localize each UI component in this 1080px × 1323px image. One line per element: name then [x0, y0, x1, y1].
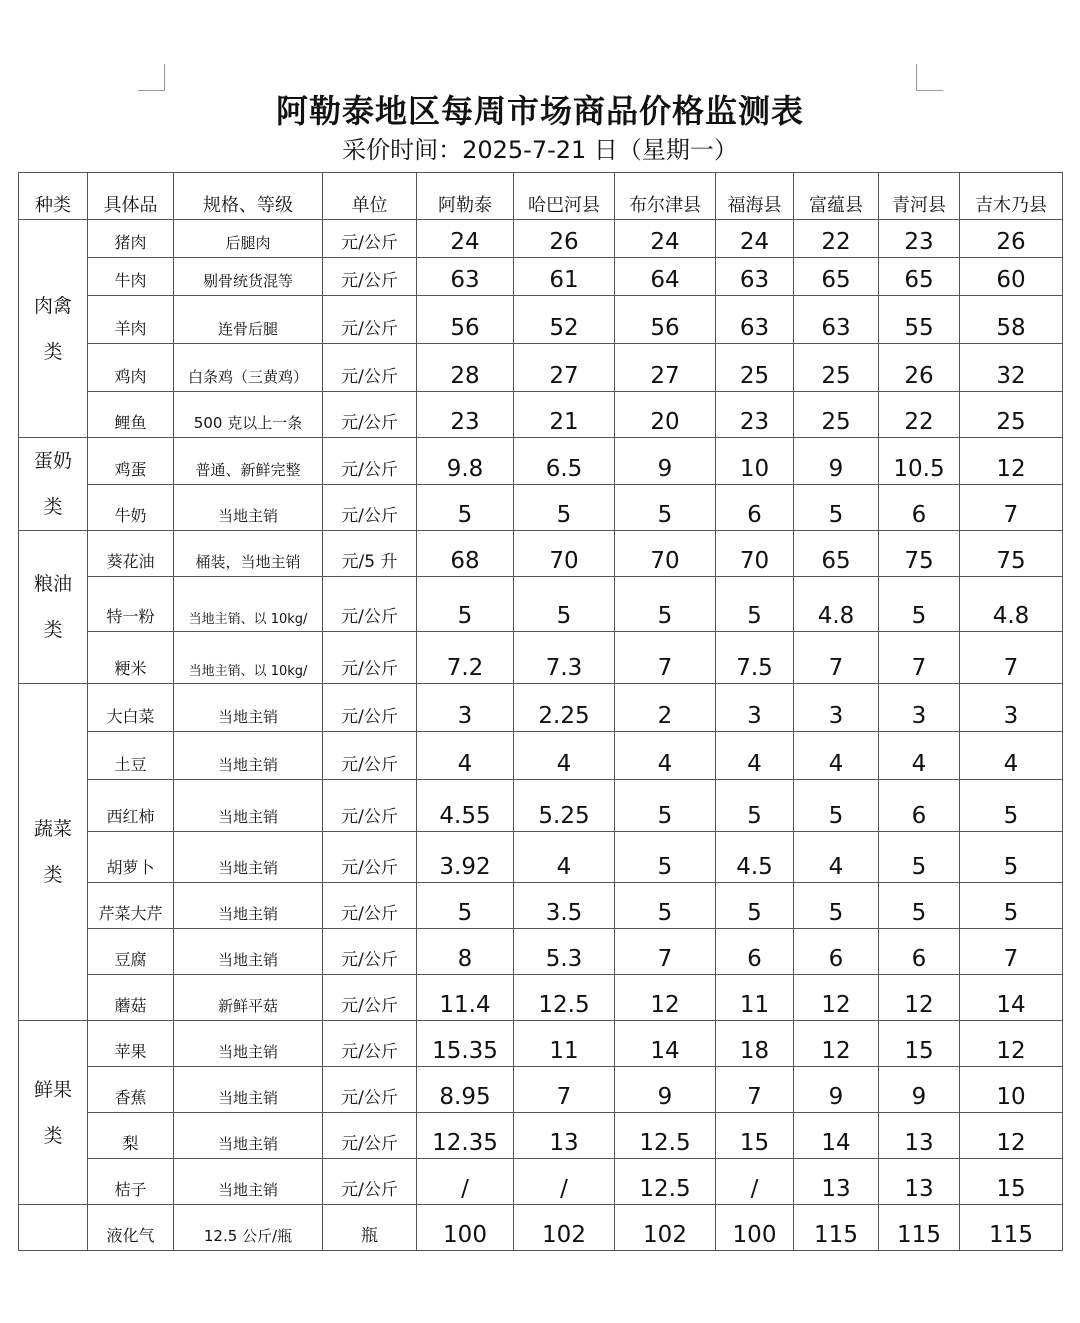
price-cell: 5.25 — [514, 780, 615, 832]
unit-cell: 元/公斤 — [323, 732, 417, 780]
table-row — [19, 531, 1063, 577]
unit-cell: 元/公斤 — [323, 632, 417, 684]
item-name-cell: 特一粉 — [88, 577, 174, 632]
price-cell: 5 — [960, 883, 1063, 929]
price-cell: 75 — [879, 531, 960, 577]
unit-cell: 元/公斤 — [323, 438, 417, 485]
item-name-cell: 豆腐 — [88, 929, 174, 975]
price-cell: 13 — [879, 1113, 960, 1159]
spec-cell: 500 克以上一条 — [174, 392, 323, 438]
price-cell: 12 — [615, 975, 716, 1021]
spec-cell: 当地主销 — [174, 832, 323, 883]
item-name-cell: 葵花油 — [88, 531, 174, 577]
unit-cell: 元/公斤 — [323, 296, 417, 344]
price-cell: 4 — [794, 832, 879, 883]
price-cell: 10 — [716, 438, 794, 485]
price-cell: 5 — [417, 484, 514, 531]
price-cell: 58 — [960, 296, 1063, 344]
unit-cell: 元/公斤 — [323, 975, 417, 1021]
column-header: 哈巴河县 — [514, 173, 615, 220]
price-cell: 4.8 — [794, 577, 879, 632]
category-cell: 鲜果 类 — [19, 1021, 88, 1205]
price-cell: 6 — [794, 929, 879, 975]
price-cell: 52 — [514, 296, 615, 344]
table-row — [19, 220, 1063, 258]
table-row — [19, 684, 1063, 732]
price-cell: 12 — [960, 1113, 1063, 1159]
column-header: 富蕴县 — [794, 173, 879, 220]
price-cell: 60 — [960, 258, 1063, 296]
item-name-cell: 西红柿 — [88, 780, 174, 832]
item-name-cell: 蘑菇 — [88, 975, 174, 1021]
price-cell: 27 — [514, 344, 615, 392]
price-cell: 64 — [615, 258, 716, 296]
spec-cell: 白条鸡（三黄鸡） — [174, 344, 323, 392]
category-cell: 粮油 类 — [19, 531, 88, 684]
spec-cell: 当地主销 — [174, 1159, 323, 1205]
price-cell: 8 — [417, 929, 514, 975]
price-cell: 115 — [879, 1205, 960, 1251]
unit-cell: 元/公斤 — [323, 220, 417, 258]
price-cell: 102 — [514, 1205, 615, 1251]
item-name-cell: 苹果 — [88, 1021, 174, 1067]
unit-cell: 元/公斤 — [323, 344, 417, 392]
price-cell: 13 — [879, 1159, 960, 1205]
price-cell: 7.5 — [716, 632, 794, 684]
price-cell: 63 — [716, 296, 794, 344]
price-cell: 5 — [716, 577, 794, 632]
column-header: 种类 — [19, 173, 88, 220]
price-cell: 23 — [417, 392, 514, 438]
column-header: 青河县 — [879, 173, 960, 220]
table-row — [19, 1021, 1063, 1067]
price-cell: 6 — [716, 929, 794, 975]
spec-cell: 当地主销、以 10kg/ — [174, 577, 323, 632]
unit-cell: 元/公斤 — [323, 392, 417, 438]
price-cell: 23 — [879, 220, 960, 258]
price-cell: 24 — [615, 220, 716, 258]
page-title: 阿勒泰地区每周市场商品价格监测表 — [275, 92, 804, 130]
price-cell: 5 — [879, 883, 960, 929]
price-cell: 65 — [879, 258, 960, 296]
price-cell: 11 — [716, 975, 794, 1021]
spec-cell: 当地主销 — [174, 1067, 323, 1113]
item-name-cell: 粳米 — [88, 632, 174, 684]
price-cell: 65 — [794, 258, 879, 296]
price-cell: 9 — [615, 1067, 716, 1113]
price-cell: 10 — [960, 1067, 1063, 1113]
spec-cell: 当地主销 — [174, 883, 323, 929]
price-cell: 7 — [615, 632, 716, 684]
price-cell: 6 — [879, 780, 960, 832]
column-header: 阿勒泰 — [417, 173, 514, 220]
price-cell: 9.8 — [417, 438, 514, 485]
price-cell: 4.8 — [960, 577, 1063, 632]
price-cell: 63 — [417, 258, 514, 296]
unit-cell: 元/公斤 — [323, 258, 417, 296]
price-cell: 3 — [879, 684, 960, 732]
table-row — [19, 1159, 1063, 1205]
price-cell: 5 — [716, 780, 794, 832]
table-row — [19, 344, 1063, 392]
spec-cell: 普通、新鲜完整 — [174, 438, 323, 485]
unit-cell: 元/公斤 — [323, 832, 417, 883]
item-name-cell: 大白菜 — [88, 684, 174, 732]
price-cell: 15 — [716, 1113, 794, 1159]
price-cell: 4 — [514, 832, 615, 883]
unit-cell: 元/公斤 — [323, 1067, 417, 1113]
price-cell: 65 — [794, 531, 879, 577]
table-row — [19, 296, 1063, 344]
price-cell: 5 — [794, 883, 879, 929]
price-cell: 22 — [879, 392, 960, 438]
spec-cell: 当地主销 — [174, 684, 323, 732]
price-cell: 3 — [417, 684, 514, 732]
price-cell: 70 — [514, 531, 615, 577]
column-header: 布尔津县 — [615, 173, 716, 220]
price-cell: 5 — [794, 484, 879, 531]
price-cell: 27 — [615, 344, 716, 392]
price-cell: 5 — [794, 780, 879, 832]
spec-cell: 当地主销 — [174, 732, 323, 780]
price-cell: 15 — [960, 1159, 1063, 1205]
price-cell: 100 — [417, 1205, 514, 1251]
price-cell: 63 — [716, 258, 794, 296]
price-cell: 7 — [615, 929, 716, 975]
price-cell: 5 — [615, 484, 716, 531]
item-name-cell: 羊肉 — [88, 296, 174, 344]
table-row — [19, 975, 1063, 1021]
table-row — [19, 632, 1063, 684]
price-cell: 4 — [417, 732, 514, 780]
price-cell: 6 — [879, 929, 960, 975]
spec-cell: 剔骨统货混等 — [174, 258, 323, 296]
table-header-row — [19, 173, 1063, 220]
price-cell: 12.5 — [615, 1159, 716, 1205]
price-cell: 5 — [417, 883, 514, 929]
price-cell: 12 — [794, 975, 879, 1021]
column-header: 单位 — [323, 173, 417, 220]
price-cell: 2.25 — [514, 684, 615, 732]
item-name-cell: 鸡蛋 — [88, 438, 174, 485]
spec-cell: 新鲜平菇 — [174, 975, 323, 1021]
price-cell: 7 — [879, 632, 960, 684]
table-row — [19, 1113, 1063, 1159]
price-cell: 25 — [960, 392, 1063, 438]
table-body — [19, 220, 1063, 1251]
price-cell: 15.35 — [417, 1021, 514, 1067]
item-name-cell: 香蕉 — [88, 1067, 174, 1113]
price-cell: 14 — [615, 1021, 716, 1067]
column-header: 吉木乃县 — [960, 173, 1063, 220]
price-cell: 5 — [879, 832, 960, 883]
unit-cell: 元/公斤 — [323, 1113, 417, 1159]
unit-cell: 元/5 升 — [323, 531, 417, 577]
price-cell: 9 — [794, 1067, 879, 1113]
price-cell: 5 — [960, 780, 1063, 832]
price-cell: 115 — [794, 1205, 879, 1251]
category-cell: 肉禽 类 — [19, 220, 88, 438]
unit-cell: 元/公斤 — [323, 484, 417, 531]
price-cell: 23 — [716, 392, 794, 438]
price-cell: 7 — [960, 929, 1063, 975]
category-cell: 蛋奶 类 — [19, 438, 88, 531]
price-cell: 5 — [615, 883, 716, 929]
price-cell: 5 — [615, 780, 716, 832]
column-header: 福海县 — [716, 173, 794, 220]
item-name-cell: 猪肉 — [88, 220, 174, 258]
price-cell: 4 — [879, 732, 960, 780]
item-name-cell: 牛肉 — [88, 258, 174, 296]
spec-cell: 当地主销 — [174, 1021, 323, 1067]
price-cell: 63 — [794, 296, 879, 344]
category-cell: 蔬菜 类 — [19, 684, 88, 1021]
price-cell: 7 — [716, 1067, 794, 1113]
price-cell: 5 — [514, 484, 615, 531]
price-cell: 12.5 — [514, 975, 615, 1021]
price-cell: 3 — [960, 684, 1063, 732]
spec-cell: 当地主销 — [174, 484, 323, 531]
price-cell: 7.3 — [514, 632, 615, 684]
item-name-cell: 牛奶 — [88, 484, 174, 531]
table-row — [19, 577, 1063, 632]
spec-cell: 后腿肉 — [174, 220, 323, 258]
price-cell: 12 — [960, 438, 1063, 485]
table-row — [19, 883, 1063, 929]
price-cell: 56 — [417, 296, 514, 344]
item-name-cell: 胡萝卜 — [88, 832, 174, 883]
price-cell: 6 — [879, 484, 960, 531]
unit-cell: 元/公斤 — [323, 577, 417, 632]
item-name-cell: 桔子 — [88, 1159, 174, 1205]
price-cell: 5 — [615, 577, 716, 632]
price-cell: 13 — [514, 1113, 615, 1159]
unit-cell: 元/公斤 — [323, 684, 417, 732]
price-cell: 70 — [615, 531, 716, 577]
price-cell: 14 — [960, 975, 1063, 1021]
table-row — [19, 1067, 1063, 1113]
price-cell: 5.3 — [514, 929, 615, 975]
unit-cell: 瓶 — [323, 1205, 417, 1251]
price-cell: / — [716, 1159, 794, 1205]
price-cell: 61 — [514, 258, 615, 296]
price-cell: 8.95 — [417, 1067, 514, 1113]
price-cell: 7 — [514, 1067, 615, 1113]
table-row — [19, 438, 1063, 485]
price-cell: 13 — [794, 1159, 879, 1205]
price-cell: 5 — [615, 832, 716, 883]
column-header: 规格、等级 — [174, 173, 323, 220]
table-row — [19, 484, 1063, 531]
price-cell: 70 — [716, 531, 794, 577]
price-cell: 4 — [615, 732, 716, 780]
price-cell: 5 — [879, 577, 960, 632]
price-cell: 6.5 — [514, 438, 615, 485]
price-cell: 3 — [716, 684, 794, 732]
unit-cell: 元/公斤 — [323, 929, 417, 975]
price-cell: 12 — [794, 1021, 879, 1067]
price-cell: 4.55 — [417, 780, 514, 832]
price-cell: 4 — [514, 732, 615, 780]
price-cell: 3 — [794, 684, 879, 732]
price-cell: 11 — [514, 1021, 615, 1067]
page-subtitle: 采价时间：2025-7-21 日（星期一） — [342, 136, 738, 164]
price-cell: 68 — [417, 531, 514, 577]
price-cell: 32 — [960, 344, 1063, 392]
price-cell: 4 — [960, 732, 1063, 780]
price-cell: 18 — [716, 1021, 794, 1067]
price-cell: 10.5 — [879, 438, 960, 485]
price-cell: 12 — [960, 1021, 1063, 1067]
unit-cell: 元/公斤 — [323, 883, 417, 929]
price-cell: 26 — [514, 220, 615, 258]
table-row — [19, 780, 1063, 832]
table-row — [19, 929, 1063, 975]
item-name-cell: 土豆 — [88, 732, 174, 780]
price-cell: 2 — [615, 684, 716, 732]
price-cell: 4 — [794, 732, 879, 780]
spec-cell: 当地主销 — [174, 929, 323, 975]
price-cell: 15 — [879, 1021, 960, 1067]
price-cell: 75 — [960, 531, 1063, 577]
price-cell: 14 — [794, 1113, 879, 1159]
price-cell: 21 — [514, 392, 615, 438]
price-cell: / — [417, 1159, 514, 1205]
price-cell: 7 — [960, 484, 1063, 531]
spec-cell: 连骨后腿 — [174, 296, 323, 344]
unit-cell: 元/公斤 — [323, 780, 417, 832]
price-cell: 5 — [417, 577, 514, 632]
price-cell: 6 — [716, 484, 794, 531]
unit-cell: 元/公斤 — [323, 1021, 417, 1067]
price-cell: 25 — [794, 392, 879, 438]
price-cell: 25 — [716, 344, 794, 392]
price-cell: 4 — [716, 732, 794, 780]
price-cell: 3.5 — [514, 883, 615, 929]
table-row — [19, 258, 1063, 296]
price-cell: 7 — [794, 632, 879, 684]
spec-cell: 当地主销 — [174, 780, 323, 832]
column-header: 具体品 — [88, 173, 174, 220]
price-cell: 5 — [716, 883, 794, 929]
price-cell: 102 — [615, 1205, 716, 1251]
price-cell: 5 — [960, 832, 1063, 883]
price-cell: 12 — [879, 975, 960, 1021]
price-cell: / — [514, 1159, 615, 1205]
price-cell: 26 — [879, 344, 960, 392]
item-name-cell: 梨 — [88, 1113, 174, 1159]
price-cell: 115 — [960, 1205, 1063, 1251]
spec-cell: 当地主销 — [174, 1113, 323, 1159]
spec-cell: 12.5 公斤/瓶 — [174, 1205, 323, 1251]
price-cell: 25 — [794, 344, 879, 392]
price-cell: 24 — [716, 220, 794, 258]
price-cell: 20 — [615, 392, 716, 438]
item-name-cell: 鸡肉 — [88, 344, 174, 392]
spec-cell: 当地主销、以 10kg/ — [174, 632, 323, 684]
price-cell: 5 — [514, 577, 615, 632]
item-name-cell: 鲤鱼 — [88, 392, 174, 438]
price-cell: 12.5 — [615, 1113, 716, 1159]
spec-cell: 桶装，当地主销 — [174, 531, 323, 577]
price-cell: 7.2 — [417, 632, 514, 684]
price-cell: 9 — [615, 438, 716, 485]
price-table — [18, 172, 1063, 1251]
price-cell: 24 — [417, 220, 514, 258]
price-cell: 4.5 — [716, 832, 794, 883]
price-cell: 28 — [417, 344, 514, 392]
unit-cell: 元/公斤 — [323, 1159, 417, 1205]
price-cell: 7 — [960, 632, 1063, 684]
price-cell: 11.4 — [417, 975, 514, 1021]
price-cell: 56 — [615, 296, 716, 344]
table-row — [19, 832, 1063, 883]
price-cell: 9 — [794, 438, 879, 485]
price-cell: 9 — [879, 1067, 960, 1113]
price-cell: 12.35 — [417, 1113, 514, 1159]
price-cell: 3.92 — [417, 832, 514, 883]
table-row — [19, 392, 1063, 438]
table-row — [19, 732, 1063, 780]
price-cell: 26 — [960, 220, 1063, 258]
item-name-cell: 芹菜大芹 — [88, 883, 174, 929]
price-cell: 55 — [879, 296, 960, 344]
category-cell — [19, 1205, 88, 1251]
price-cell: 22 — [794, 220, 879, 258]
table-row — [19, 1205, 1063, 1251]
item-name-cell: 液化气 — [88, 1205, 174, 1251]
price-cell: 100 — [716, 1205, 794, 1251]
